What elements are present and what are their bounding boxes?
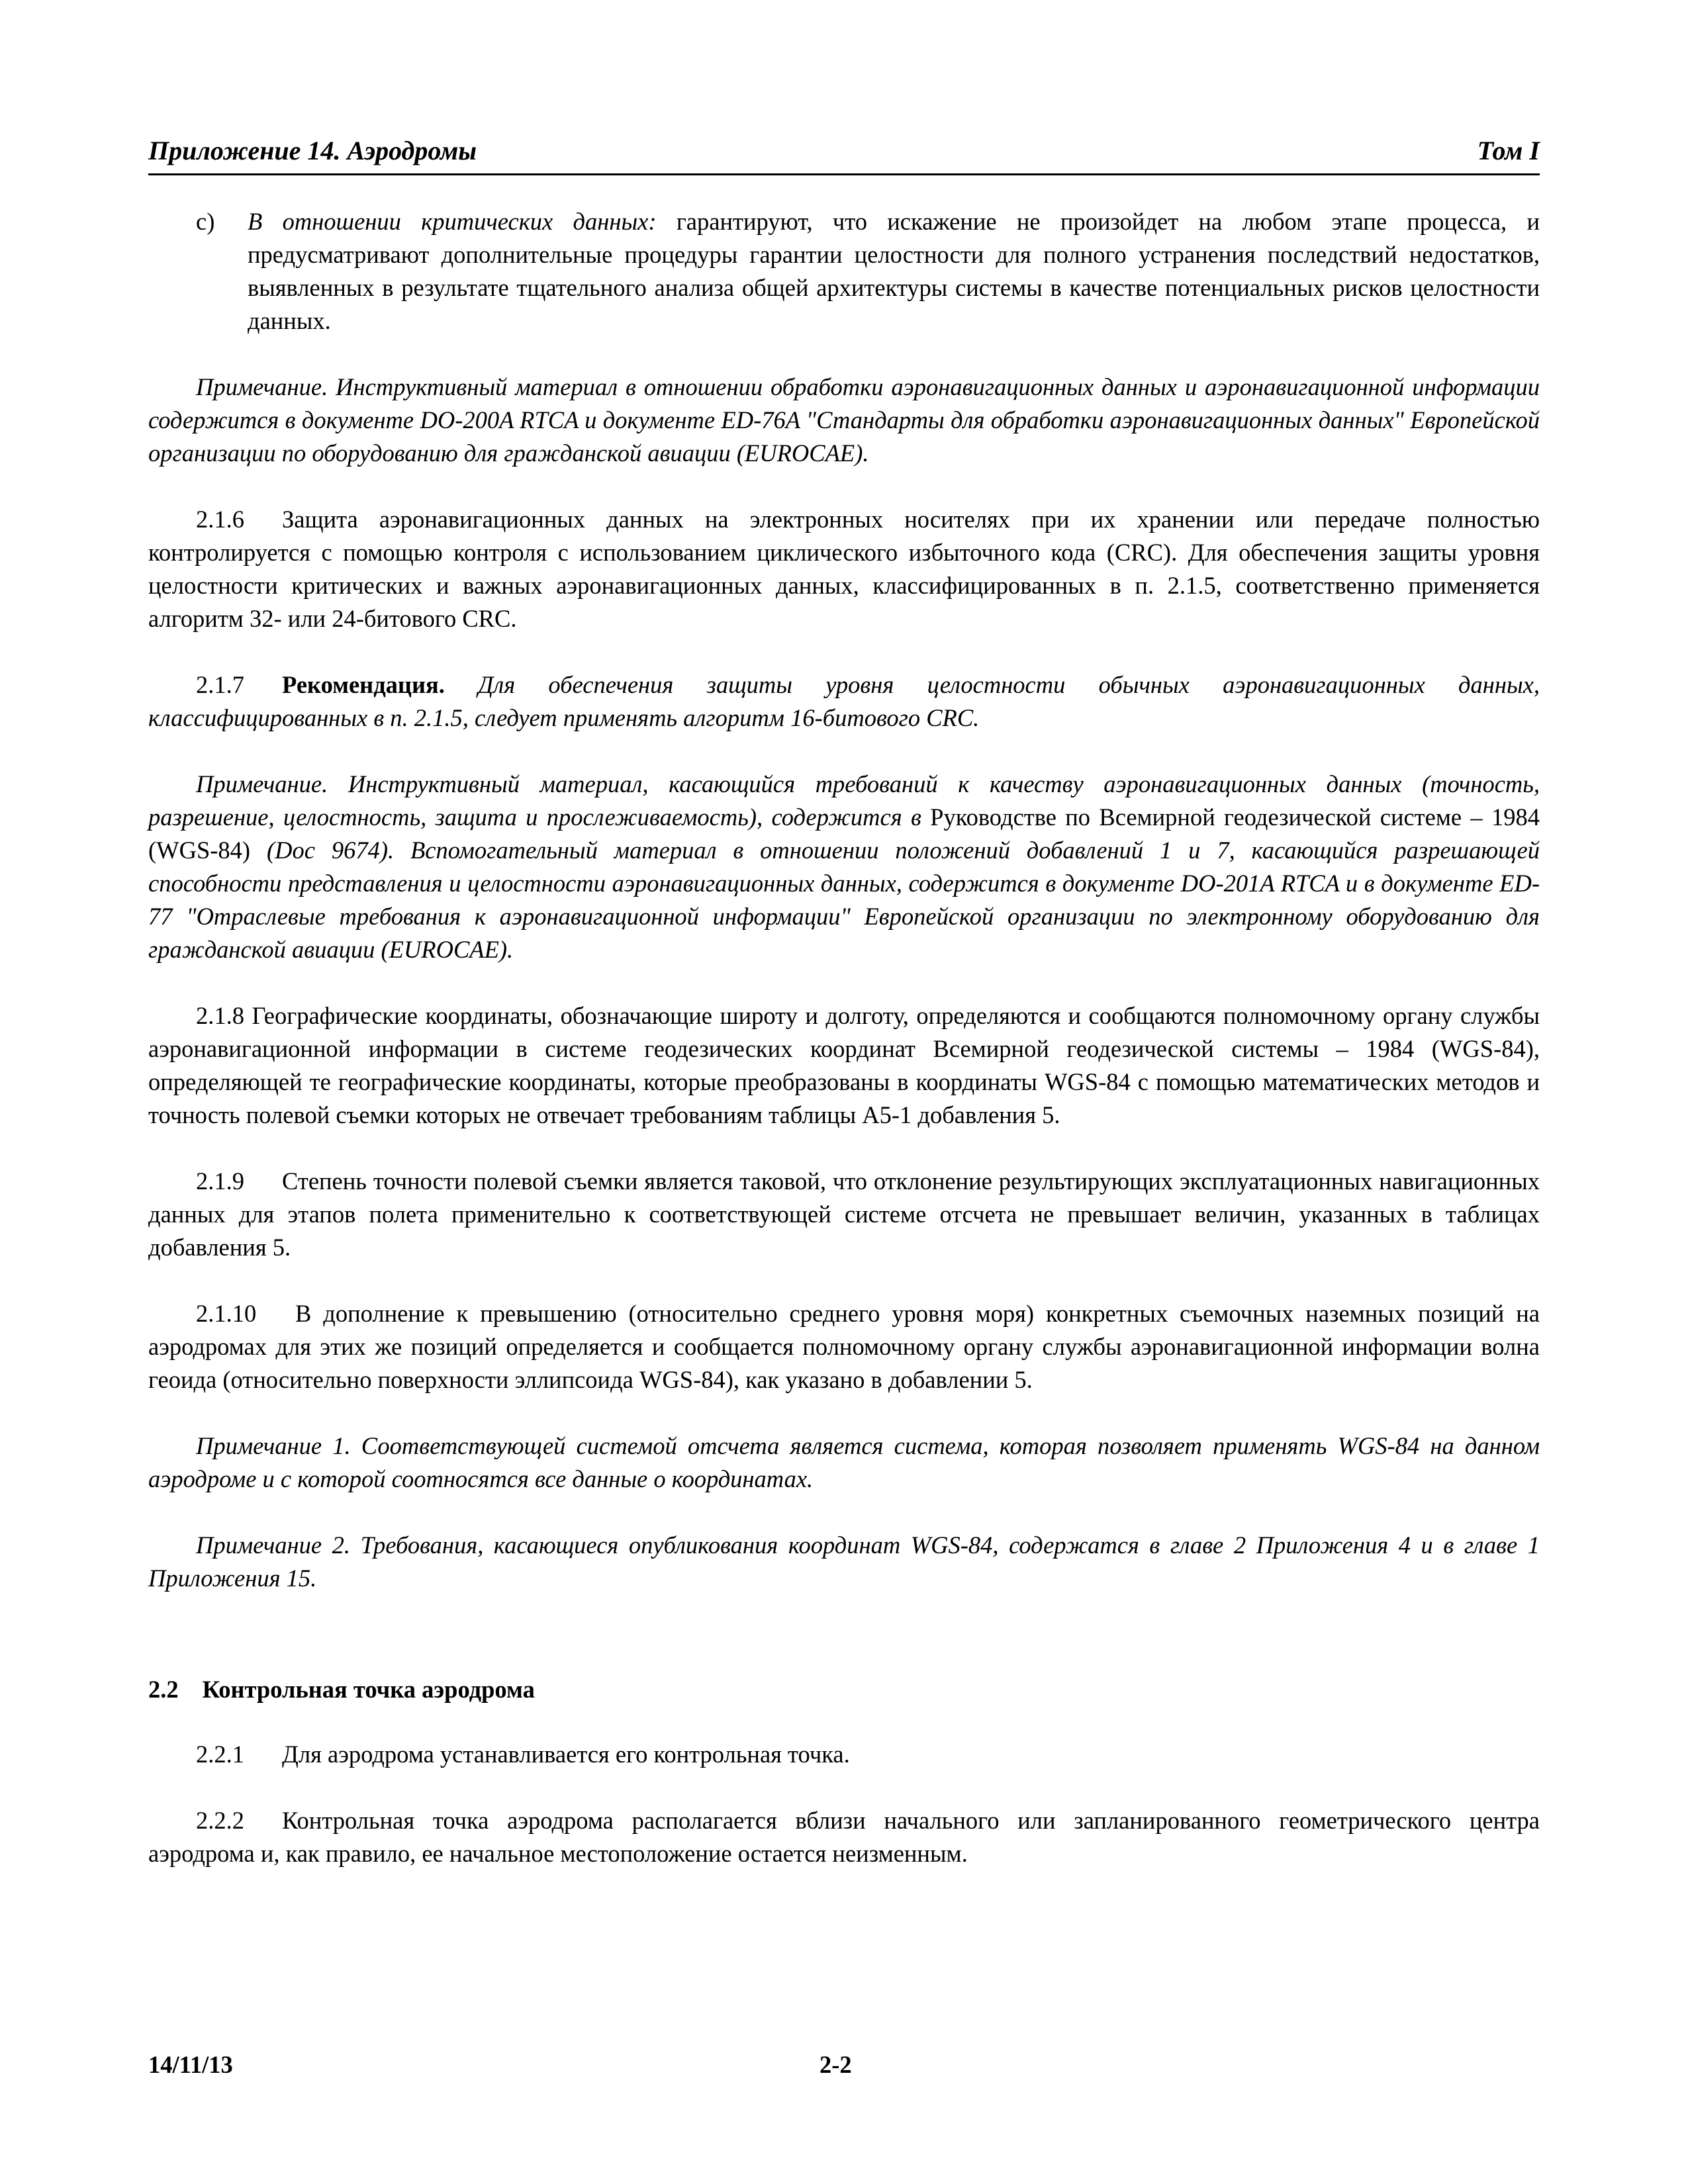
paragraph-2-1-10 (148, 1297, 1540, 1396)
paragraph-text: Контрольная точка аэродрома располагается вблизи начального или запланированного геометрического центра аэродрома и, как правило, ее начальное местоположение остается неизменным. (148, 1807, 1540, 1867)
note-text-part1: Примечание. Инструктивный материал, касающийся требований к качеству аэронавигационных данных (точность, разрешение, целостность, защита и прослеживаемость), содержится в (148, 770, 1540, 831)
paragraph-number: 2.1.7 (196, 671, 244, 698)
note-processing-guidance: Примечание. Инструктивный материал в отношении обработки аэронавигационных данных и аэронавигационной информации содержится в документе DO-200A RTCA и документе ED-76A "Стандарты для обработки аэронавигационных данных" Европейской организации по оборудованию для гражданской авиации (EUROCAE). (148, 373, 1540, 467)
paragraph-2-1-8 (148, 999, 1540, 1132)
document-page (148, 132, 1540, 2091)
paragraph-text: Защита аэронавигационных данных на электронных носителях при их хранении или передаче полностью контролируется с помощью контроля с использованием циклического избыточного кода (CRC). Для обеспечения защиты уровня целостности критических и важных аэронавигационных данных, классифицированных в п. 2.1.5, соответственно применяется алгоритм 32- или 24-битового CRC. (148, 506, 1540, 632)
paragraph-text: В дополнение к превышению (относительно среднего уровня моря) конкретных съемочных наземных позиций на аэродромах для этих же позиций определяется и сообщается полномочному органу службы аэронавигационной информации волна геоида (относительно поверхности эллипсоида WGS-84), как указано в добавлении 5. (148, 1300, 1540, 1393)
header-annex-title: Приложение 14. Аэродромы (148, 136, 477, 165)
note-quality-requirements (148, 768, 1540, 966)
paragraph-number: 2.1.9 (196, 1167, 244, 1195)
paragraph-number: 2.2.1 (196, 1741, 244, 1768)
paragraph-text: Для аэродрома устанавливается его контрольная точка. (282, 1741, 850, 1768)
item-c-lead: В отношении критических данных: (248, 208, 657, 235)
note-reference-system: Примечание 1. Соответствующей системой отсчета является система, которая позволяет применять WGS-84 на данном аэродроме и с которой соотносятся все данные о координатах. (148, 1432, 1540, 1492)
note-doc-title: Руководстве по Всемирной геодезической системе – 1984 (WGS-84) (148, 803, 1540, 864)
paragraph-2-2-2 (148, 1804, 1540, 1870)
paragraph-2-2-1 (148, 1738, 1540, 1771)
paragraph-number: 2.2.2 (196, 1807, 244, 1834)
document-body (148, 205, 1540, 1903)
paragraph-number: 2.1.8 (196, 1002, 244, 1029)
list-item-c (148, 205, 1540, 338)
paragraph-2-1-6 (148, 503, 1540, 635)
section-title: Контрольная точка аэродрома (202, 1676, 535, 1703)
footer-date: 14/11/13 (148, 2051, 233, 2078)
paragraph-number: 2.1.10 (196, 1300, 257, 1327)
header-volume: Том I (1477, 136, 1540, 165)
list-marker: c) (196, 208, 215, 235)
note-publication-requirements: Примечание 2. Требования, касающиеся опубликования координат WGS-84, содержатся в главе 2 Приложения 4 и в главе 1 Приложения 15. (148, 1531, 1540, 1592)
paragraph-text: Степень точности полевой съемки является таковой, что отклонение результирующих эксплуатационных навигационных данных для этапов полета применительно к соответствующей системе отсчета не превышает величин, указанных в таблицах добавления 5. (148, 1167, 1540, 1261)
recommendation-label: Рекомендация. (282, 671, 445, 698)
paragraph-text: Географические координаты, обозначающие широту и долготу, определяются и сообщаются полномочному органу службы аэронавигационной информации в системе геодезических координат Всемирной геодезической системы – 1984 (WGS-84), определяющей те географические координаты, которые преобразованы в координаты WGS-84 с помощью математических методов и точность полевой съемки которых не отвечает требованиям таблицы А5-1 добавления 5. (148, 1002, 1540, 1128)
footer-page-number: 2-2 (820, 2051, 852, 2078)
paragraph-text: Для обеспечения защиты уровня целостности обычных аэронавигационных данных, классифицированных в п. 2.1.5, следует применять алгоритм 16-битового CRC. (148, 671, 1540, 731)
paragraph-2-1-9 (148, 1165, 1540, 1264)
paragraph-number: 2.1.6 (196, 506, 244, 533)
section-number: 2.2 (148, 1676, 179, 1703)
item-c-text: гарантируют, что искажение не произойдет на любом этапе процесса, и предусматривают дополнительные процедуры гарантии целостности для полного устранения последствий недостатков, выявленных в результате тщательного анализа общей архитектуры системы в качестве потенциальных рисков целостности данных. (248, 208, 1540, 334)
section-heading-2-2 (148, 1673, 1540, 1706)
note-text-part2: (Doc 9674). Вспомогательный материал в отношении положений добавлений 1 и 7, касающийся разрешающей способности представления и целостности аэронавигационных данных, содержится в документе DO-201A RTCA и в документе ED-77 "Отраслевые требования к аэронавигационной информации" Европейской организации по электронному оборудованию для гражданской авиации (EUROCAE). (148, 837, 1540, 963)
paragraph-2-1-7 (148, 668, 1540, 735)
running-header (148, 132, 1540, 175)
